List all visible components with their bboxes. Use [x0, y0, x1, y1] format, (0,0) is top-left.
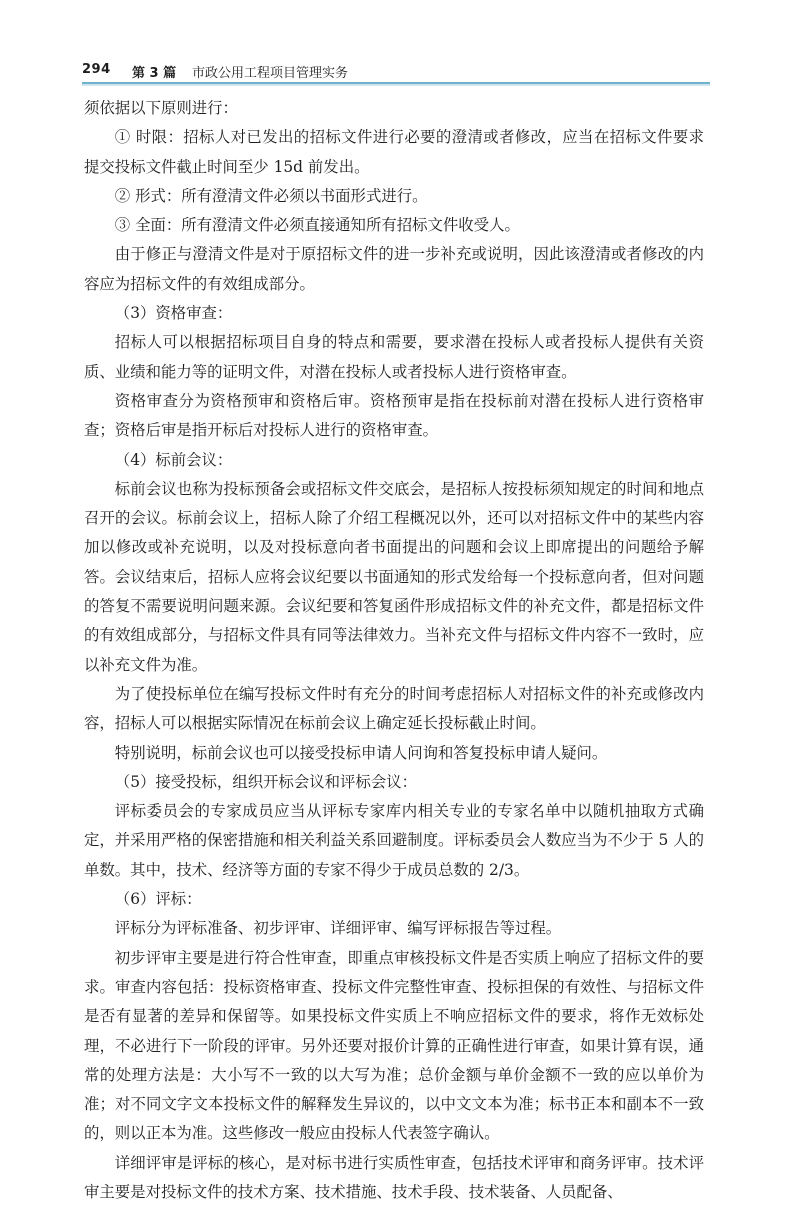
paragraph: 详细评审是评标的核心，是对标书进行实质性审查，包括技术评审和商务评审。技术评审主要是对投标文件的技术方案、技术措施、技术手段、技术装备、人员配备、	[84, 1153, 704, 1201]
section-heading: （4）标前会议：	[114, 450, 233, 469]
paragraph: 评标分为评标准备、初步评审、详细评审、编写评标报告等过程。	[114, 919, 562, 938]
paragraph: 特别说明，标前会议也可以接受投标申请人问询和答复投标申请人疑问。	[114, 743, 608, 762]
section-heading: （5）接受投标，组织开标会议和评标会议：	[114, 772, 418, 791]
header-rule	[82, 82, 710, 86]
paragraph: 由于修正与澄清文件是对于原招标文件的进一步补充或说明，因此该澄清或者修改的内容应为招标文件的有效组成部分。	[84, 245, 704, 293]
paragraph: 须依据以下原则进行：	[84, 99, 238, 117]
paragraph: ③ 全面：所有澄清文件必须直接通知所有招标文件收受人。	[114, 216, 520, 235]
paragraph: ① 时限：招标人对已发出的招标文件进行必要的澄清或者修改，应当在招标文件要求提交投标文件截止时间至少 15d 前发出。	[84, 128, 704, 176]
page-number: 294	[82, 62, 111, 77]
paragraph: 评标委员会的专家成员应当从评标专家库内相关专业的专家名单中以随机抽取方式确定，并采用严格的保密措施和相关利益关系回避制度。评标委员会人数应当为不少于 5 人的单数。其中，技术、经济等方面的专家不得少于成员总数的 2/3。	[84, 802, 704, 879]
paragraph: 初步评审主要是进行符合性审查，即重点审核投标文件是否实质上响应了招标文件的要求。审查内容包括：投标资格审查、投标文件完整性审查、投标担保的有效性、与招标文件是否有显著的差异和保留等。如果投标文件实质上不响应招标文件的要求，将作无效标处理，不必进行下一阶段的评审。另外还要对报价计算的正确性进行审查，如果计算有误，通常的处理方法是：大小写不一致的以大写为准；总价金额与单价金额不一致的应以单价为准；对不同文字文本投标文件的解释发生异议的，以中文文本为准；标书正本和副本不一致的，则以正本为准。这些修改一般应由投标人代表签字确认。	[84, 948, 704, 1143]
part-label: 第 3 篇	[132, 66, 177, 81]
section-heading: （6）评标：	[114, 890, 202, 909]
book-title: 市政公用工程项目管理实务	[192, 66, 349, 81]
running-header	[82, 58, 722, 84]
paragraph: 标前会议也称为投标预备会或招标文件交底会，是招标人按投标须知规定的时间和地点召开的会议。标前会议上，招标人除了介绍工程概况以外，还可以对招标文件中的某些内容加以修改或补充说明，以及对投标意向者书面提出的问题和会议上即席提出的问题给予解答。会议结束后，招标人应将会议纪要以书面通知的形式发给每一个投标意向者，但对问题的答复不需要说明问题来源。会议纪要和答复函件形成招标文件的补充文件，都是招标文件的有效组成部分，与招标文件具有同等法律效力。当补充文件与招标文件内容不一致时，应以补充文件为准。	[84, 479, 704, 674]
paragraph: ② 形式：所有澄清文件必须以书面形式进行。	[114, 186, 428, 205]
paragraph: 为了使投标单位在编写投标文件时有充分的时间考虑招标人对招标文件的补充或修改内容，招标人可以根据实际情况在标前会议上确定延长投标截止时间。	[84, 684, 704, 733]
paragraph: 招标人可以根据招标项目自身的特点和需要，要求潜在投标人或者投标人提供有关资质、业绩和能力等的证明文件，对潜在投标人或者投标人进行资格审查。	[84, 333, 704, 381]
section-heading: （3）资格审查：	[114, 304, 233, 323]
body-text	[84, 94, 704, 1207]
paragraph: 资格审查分为资格预审和资格后审。资格预审是指在投标前对潜在投标人进行资格审查；资格后审是指开标后对投标人进行的资格审查。	[84, 391, 704, 440]
